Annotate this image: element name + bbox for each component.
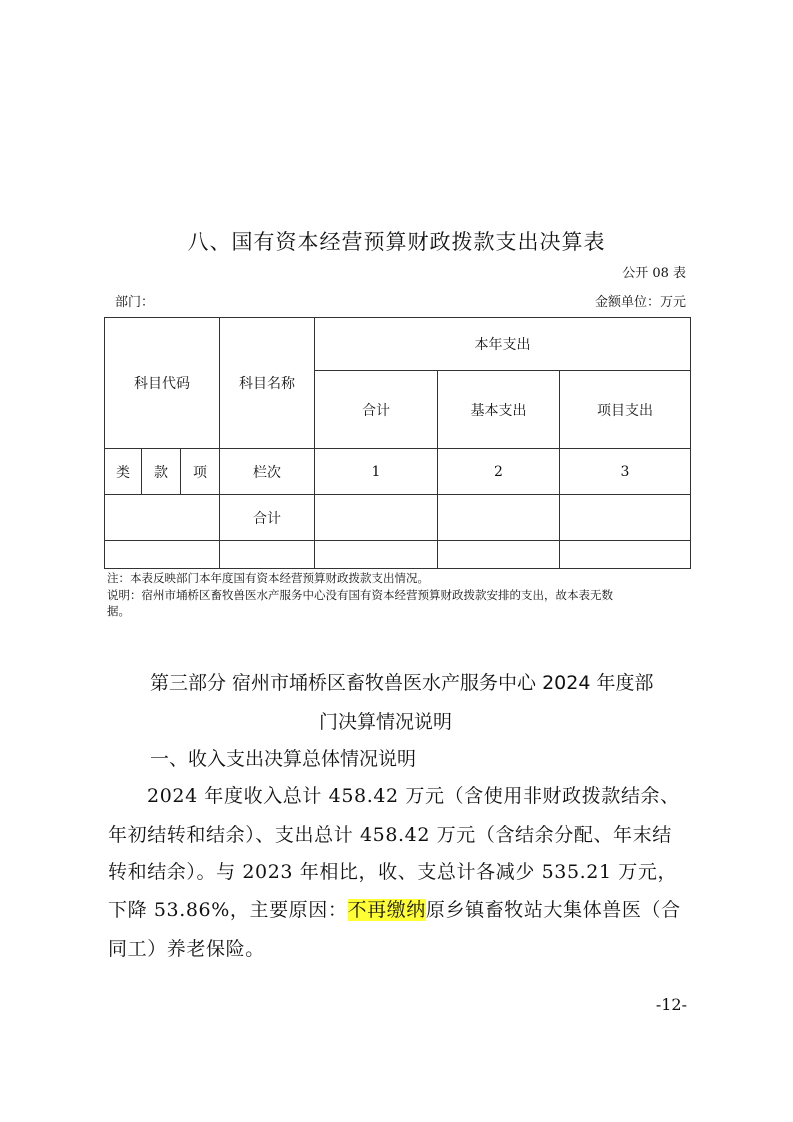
body-line-3: 转和结余）。与 2023 年相比，收、支总计各减少 535.21 万元， (108, 861, 678, 883)
section-heading: 第三部分 宿州市埇桥区畜牧兽医水产服务中心 2024 年度部 (150, 672, 654, 694)
current-year-expenditure-header: 本年支出 (315, 318, 691, 371)
total-header: 合计 (315, 371, 438, 449)
page-number: -12- (655, 995, 687, 1014)
subject-name-header: 科目名称 (220, 318, 315, 449)
body-line-4 (108, 895, 681, 922)
table-note: 注：本表反映部门本年度国有资本经营预算财政拨款支出情况。 (107, 571, 429, 585)
column-number-1: 1 (315, 449, 438, 495)
sum-total-cell (315, 495, 438, 541)
subsection-heading: 一、收入支出决算总体情况说明 (150, 748, 417, 770)
empty-row-project (560, 541, 691, 569)
department-label: 部门： (115, 295, 155, 310)
empty-row-name (220, 541, 315, 569)
column-index-label: 栏次 (220, 449, 315, 495)
table-explanation: 说明：宿州市埇桥区畜牧兽医水产服务中心没有国有资本经营预算财政拨款安排的支出，故本表无数 (107, 588, 613, 602)
sum-row-code (105, 495, 220, 541)
expenditure-table (104, 317, 691, 569)
empty-row-basic (438, 541, 560, 569)
basic-expenditure-header: 基本支出 (438, 371, 560, 449)
sum-basic-cell (438, 495, 560, 541)
project-expenditure-header: 项目支出 (560, 371, 691, 449)
body-line-4-end: 原乡镇畜牧站大集体兽医（合 (425, 899, 681, 921)
category-cell: 类 (105, 449, 142, 495)
column-number-3: 3 (560, 449, 691, 495)
subject-code-header: 科目代码 (105, 318, 220, 449)
sum-project-cell (560, 495, 691, 541)
table-explanation-continued: 据。 (107, 604, 130, 618)
empty-row-code (105, 541, 220, 569)
empty-row-total (315, 541, 438, 569)
highlighted-text: 不再缴纳 (347, 899, 426, 921)
form-number: 公开 08 表 (622, 266, 686, 281)
section-cell: 款 (142, 449, 181, 495)
body-line-2: 年初结转和结余）、支出总计 458.42 万元（含结余分配、年末结 (108, 824, 672, 846)
body-line-1: 2024 年度收入总计 458.42 万元（含使用非财政拨款结余、 (147, 785, 680, 807)
page-title: 八、国有资本经营预算财政拨款支出决算表 (187, 230, 606, 254)
item-cell: 项 (181, 449, 220, 495)
unit-label: 金额单位：万元 (594, 295, 686, 310)
sum-row-label: 合计 (220, 495, 315, 541)
column-number-2: 2 (438, 449, 560, 495)
body-line-4-start: 下降 53.86%，主要原因： (108, 899, 348, 921)
section-heading-continued: 门决算情况说明 (319, 711, 453, 733)
body-line-5: 同工）养老保险。 (108, 938, 265, 960)
